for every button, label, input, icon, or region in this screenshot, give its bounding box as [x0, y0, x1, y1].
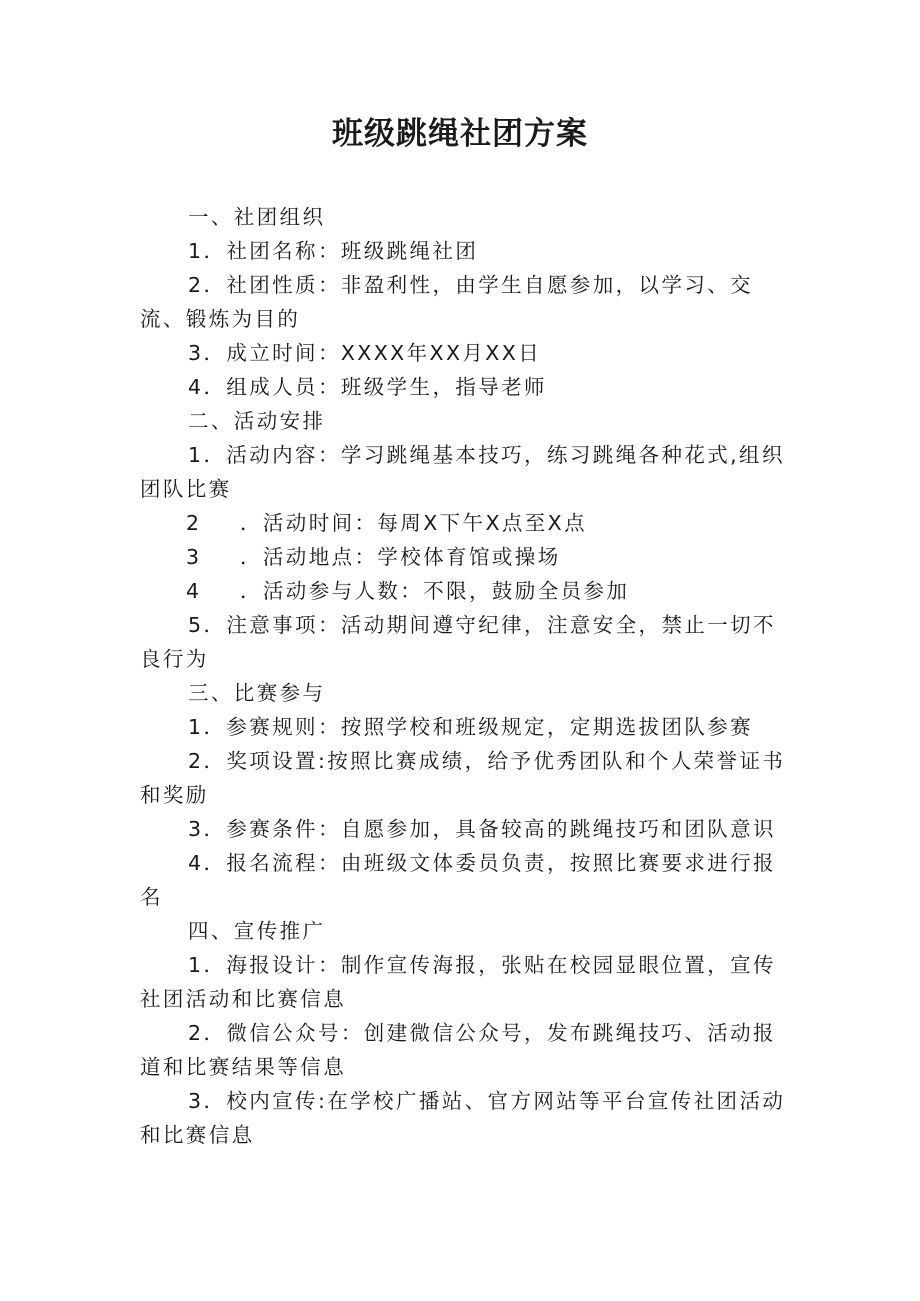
item-text: ．活动参与人数：不限，鼓励全员参加 — [240, 579, 630, 603]
paragraph-activity-time — [140, 506, 795, 540]
paragraph-activity-content: 1．活动内容：学习跳绳基本技巧，练习跳绳各种花式,组织 — [188, 443, 785, 467]
paragraph-wechat-cont: 道和比赛结果等信息 — [140, 1055, 347, 1079]
paragraph-notes: 5．注意事项：活动期间遵守纪律，注意安全，禁止一切不 — [188, 613, 776, 637]
paragraph-competition-rules: 1．参赛规则：按照学校和班级规定，定期选拔团队参赛 — [188, 715, 754, 739]
section-heading-competition: 三、比赛参与 — [188, 681, 326, 705]
paragraph-activity-participants — [140, 574, 795, 608]
paragraph-members: 4．组成人员：班级学生，指导老师 — [188, 375, 547, 399]
paragraph-poster-cont: 社团活动和比赛信息 — [140, 987, 347, 1011]
section-heading-activities: 二、活动安排 — [188, 409, 326, 433]
item-number: 4 — [186, 579, 202, 603]
paragraph-campus-promotion: 3．校内宣传:在学校广播站、官方网站等平台宣传社团活动 — [188, 1089, 786, 1113]
paragraph-activity-content-cont: 团队比赛 — [140, 477, 232, 501]
paragraph-registration-cont: 名 — [140, 885, 163, 909]
paragraph-eligibility: 3．参赛条件：自愿参加，具备较高的跳绳技巧和团队意识 — [188, 817, 776, 841]
section-heading-promotion: 四、宣传推广 — [188, 919, 326, 943]
item-text: ．活动时间：每周X下午X点至X点 — [240, 511, 588, 535]
paragraph-registration: 4．报名流程：由班级文体委员负责，按照比赛要求进行报 — [188, 851, 776, 875]
document-title: 班级跳绳社团方案 — [332, 116, 588, 152]
paragraph-wechat: 2．微信公众号：创建微信公众号，发布跳绳技巧、活动报 — [188, 1021, 776, 1045]
paragraph-founding-date: 3．成立时间：XXXX年XX月XX日 — [188, 341, 542, 365]
paragraph-club-name: 1．社团名称：班级跳绳社团 — [188, 239, 479, 263]
paragraph-awards-cont: 和奖励 — [140, 783, 209, 807]
section-heading-organization: 一、社团组织 — [188, 205, 326, 229]
document-body — [140, 200, 795, 1152]
paragraph-notes-cont: 良行为 — [140, 647, 209, 671]
item-number: 3 — [186, 545, 202, 569]
paragraph-campus-promotion-cont: 和比赛信息 — [140, 1123, 255, 1147]
item-number: 2 — [186, 511, 202, 535]
paragraph-activity-location — [140, 540, 795, 574]
paragraph-club-nature-cont: 流、锻炼为目的 — [140, 307, 301, 331]
paragraph-club-nature: 2．社团性质：非盈利性，由学生自愿参加，以学习、交 — [188, 273, 754, 297]
paragraph-awards: 2．奖项设置:按照比赛成绩，给予优秀团队和个人荣誉证书 — [188, 749, 786, 773]
paragraph-poster: 1．海报设计：制作宣传海报，张贴在校园显眼位置，宣传 — [188, 953, 776, 977]
item-text: ．活动地点：学校体育馆或操场 — [240, 545, 561, 569]
